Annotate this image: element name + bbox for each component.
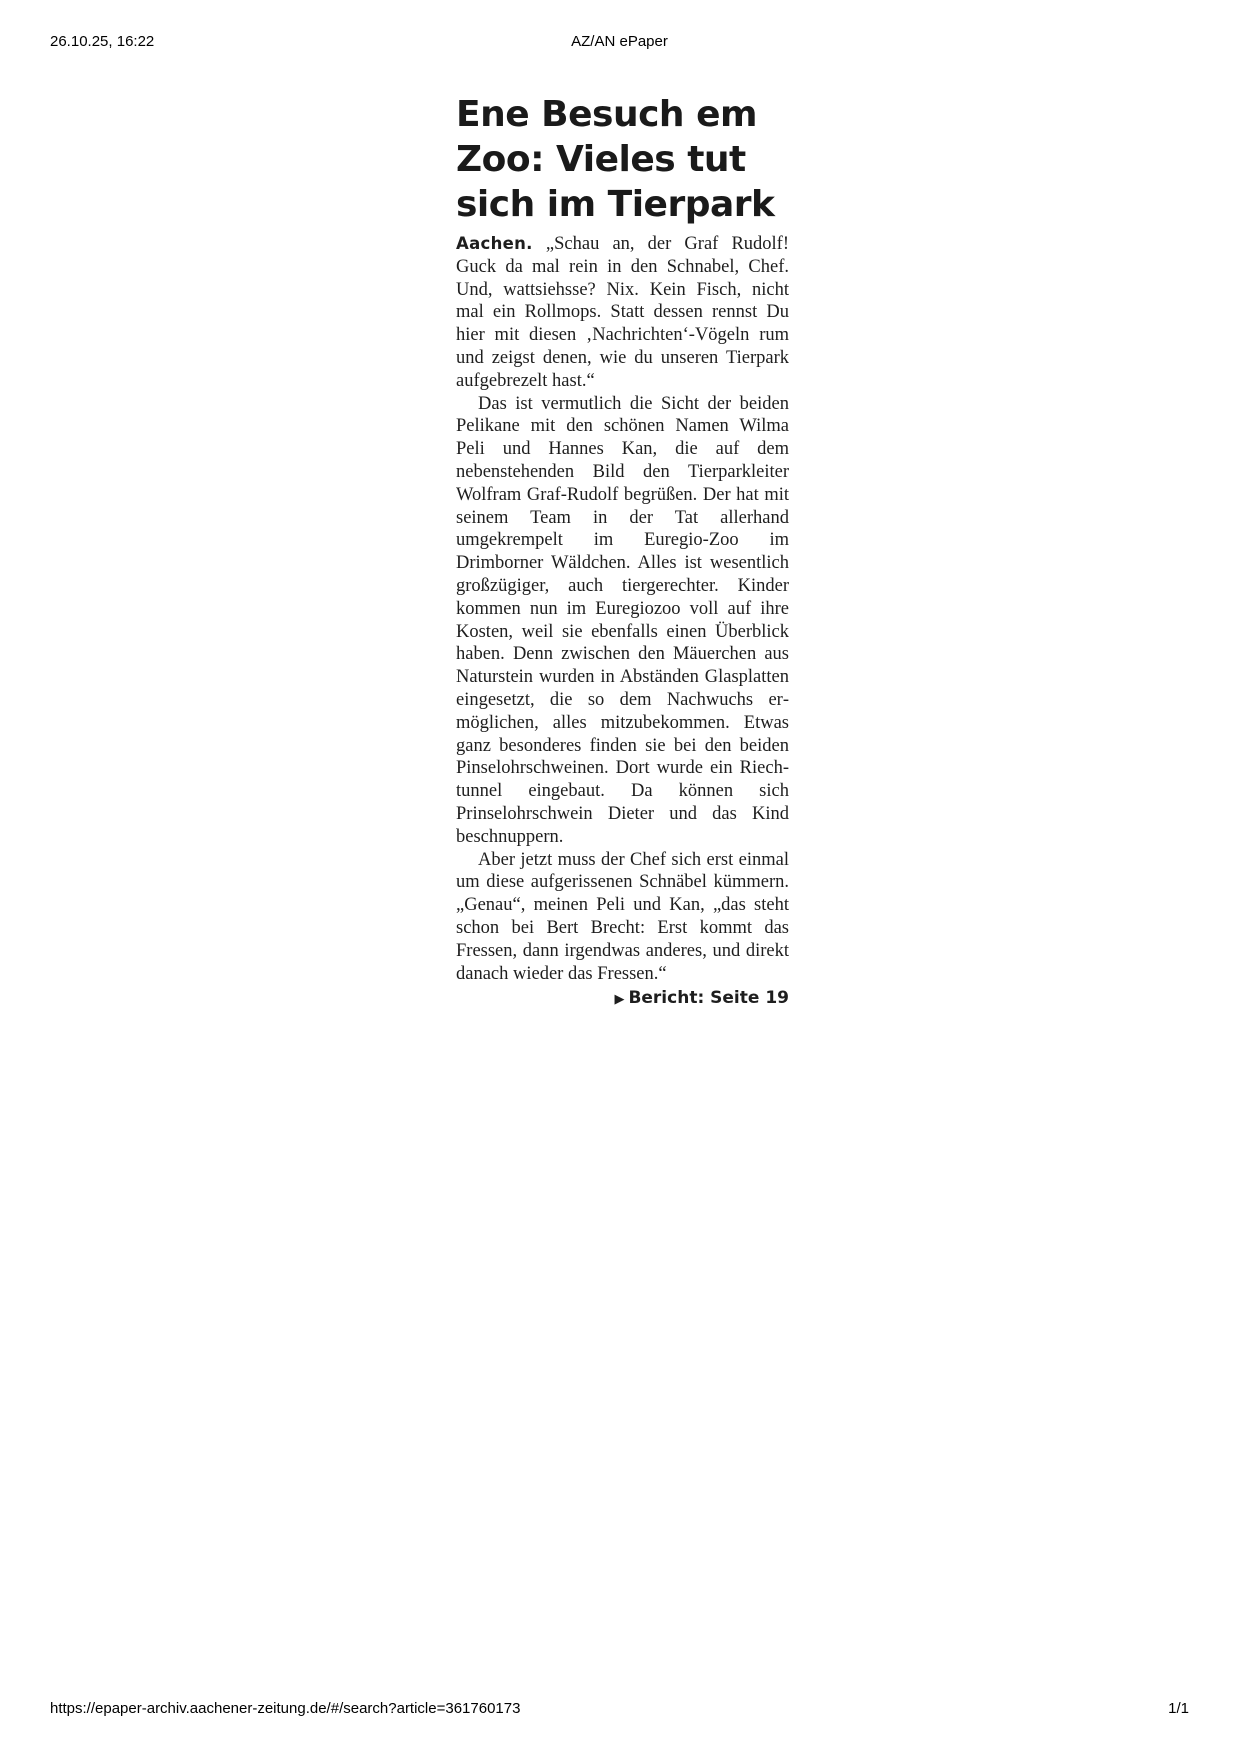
headline-line-1: Ene Besuch em — [456, 94, 758, 135]
article-paragraph-1 — [456, 233, 789, 393]
page-reference — [456, 987, 789, 1011]
print-title: AZ/AN ePaper — [571, 33, 668, 50]
headline-line-2: Zoo: Vieles tut — [456, 139, 746, 180]
article-clipping — [456, 92, 789, 1011]
article-dateline: Aachen. — [456, 234, 533, 253]
paragraph-1-text: „Schau an, der Graf Rudolf! Guck da mal rein in den Schnabel, Chef. Und, wattsiehsse? Nix. Kein Fisch, nicht mal ein Rollmops. Statt dessen rennst Du hier mit diesen ‚Nachrichten‘-Vögeln rum und zeigst denen, wie du unseren Tierpark aufgebrezelt hast.“ — [456, 234, 790, 391]
article-headline — [456, 92, 789, 227]
headline-line-3: sich im Tierpark — [456, 184, 775, 225]
article-paragraph-2: Das ist vermutlich die Sicht der beiden Pelikane mit den schönen Namen Wilma Peli und Hannes Kan, die auf dem nebenstehenden Bild den Tierparkleiter Wolfram Graf-Rudolf begrüßen. Der hat mit seinem Team in der Tat allerhand umgekrempelt im Euregio-Zoo im Drimborner Wäldchen. Alles ist wesentlich großzügiger, auch tiergerechter. Kinder kommen nun im Euregiozoo voll auf ihre Kosten, weil sie ebenfalls einen Überblick haben. Denn zwischen den Mäuerchen aus Naturstein wurden in Abständen Glasplatten eingesetzt, die so dem Nachwuchs ermöglichen, alles mitzubekommen. Etwas ganz besonderes finden sie bei den beiden Pinselohrschweinen. Dort wurde ein Riechtunnel eingebaut. Da können sich Prinselohrschwein Dieter und das Kind beschnuppern. — [456, 393, 789, 847]
triangle-right-icon: ▶ — [614, 992, 625, 1008]
print-url: https://epaper-archiv.aachener-zeitung.de/#/search?article=361760173 — [50, 1700, 521, 1717]
print-datetime: 26.10.25, 16:22 — [50, 33, 155, 50]
page-reference-text: Bericht: Seite 19 — [628, 988, 789, 1009]
article-paragraph-3: Aber jetzt muss der Chef sich erst einmal um diese aufgerissenen Schnäbel kümmern. „Genau“, meinen Peli und Kan, „das steht schon bei Bert Brecht: Erst kommt das Fressen, dann irgendwas anderes, und direkt danach wieder das Fressen.“ — [456, 849, 789, 984]
print-page-count: 1/1 — [1168, 1700, 1189, 1717]
article-body — [456, 233, 789, 985]
